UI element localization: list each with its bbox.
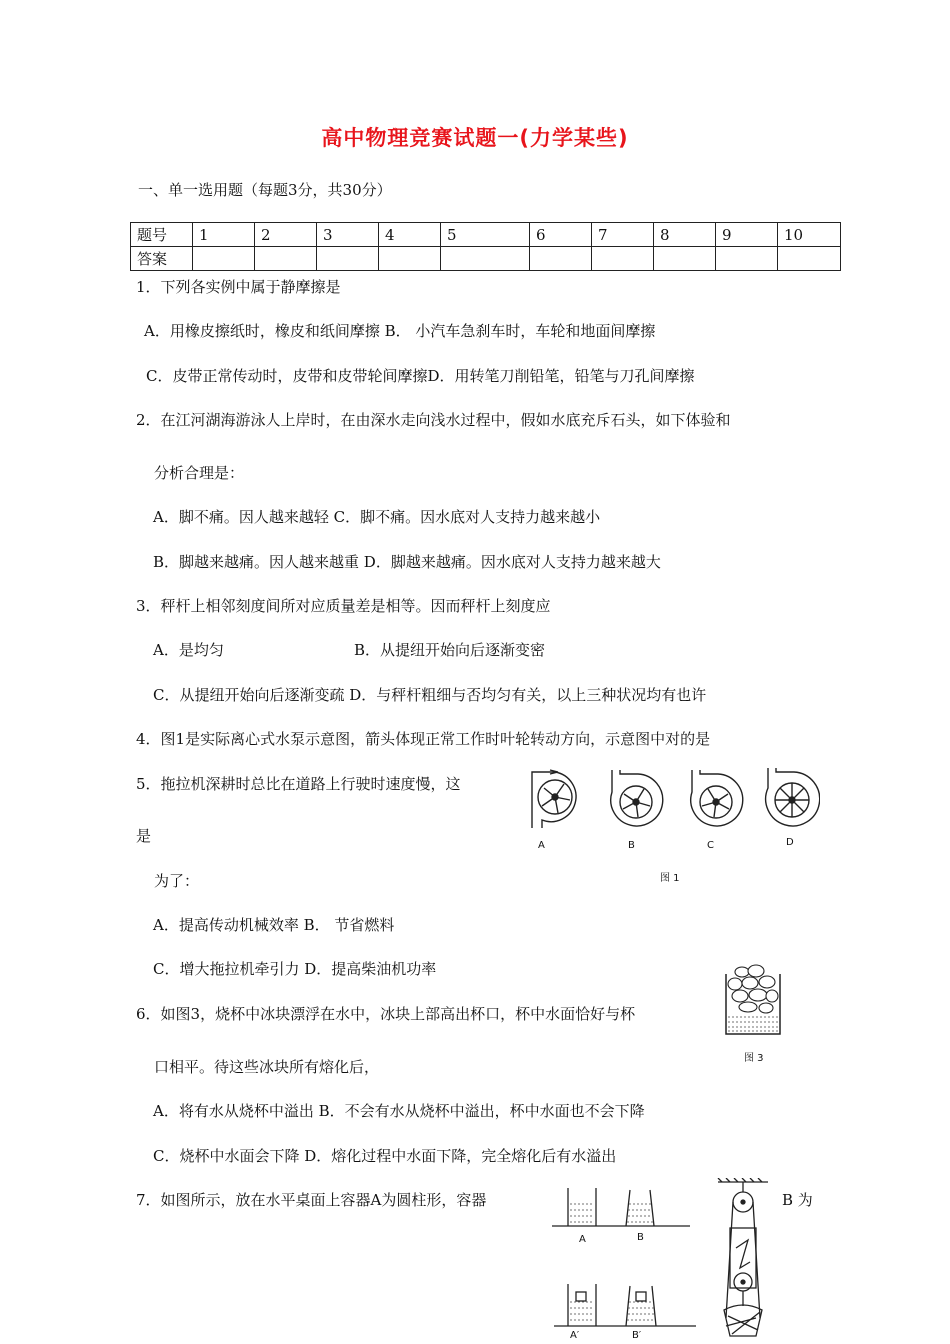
figure-q7-containers xyxy=(548,1180,694,1230)
question-5-options-ab: A．提高传动机械效率 B． 节省燃料 xyxy=(153,916,395,934)
question-3-option-b: B．从提纽开始向后逐渐变密 xyxy=(354,641,546,659)
figure-1-label-d: D xyxy=(786,837,794,848)
figure-1-pumps xyxy=(520,762,820,832)
answer-cell[interactable] xyxy=(716,247,778,271)
answer-cell[interactable] xyxy=(441,247,530,271)
table-cell: 9 xyxy=(716,223,778,247)
table-cell: 4 xyxy=(379,223,441,247)
question-6-stem: 6．如图3，烧杯中冰块漂浮在水中，冰块上部高出杯口，杯中水面恰好与杯 xyxy=(136,1005,636,1023)
table-header-cell: 题号 xyxy=(131,223,193,247)
question-5-stem-cont: 是 xyxy=(136,827,152,845)
pump-a xyxy=(532,770,576,828)
question-5-stem: 5．拖拉机深耕时总比在道路上行驶时速度慢，这 xyxy=(136,775,461,793)
answer-cell[interactable] xyxy=(379,247,441,271)
question-7-stem: 7．如图所示，放在水平桌面上容器A为圆柱形，容器 xyxy=(136,1191,487,1209)
answer-table xyxy=(130,222,841,271)
figure-q7-label-b: B xyxy=(637,1232,644,1243)
answer-cell[interactable] xyxy=(778,247,841,271)
question-3-stem: 3．秤杆上相邻刻度间所对应质量差是相等。因而秤杆上刻度应 xyxy=(136,597,551,615)
question-4-stem: 4．图1是实际离心式水泵示意图，箭头体现正常工作时叶轮转动方向，示意图中对的是 xyxy=(136,730,711,748)
table-header-cell: 答案 xyxy=(131,247,193,271)
table-cell: 7 xyxy=(592,223,654,247)
question-2-stem: 2．在江河湖海游泳人上岸时，在由深水走向浅水过程中，假如水底充斥石头，如下体验和 xyxy=(136,411,731,429)
question-6-options-ab: A．将有水从烧杯中溢出 B．不会有水从烧杯中溢出，杯中水面也不会下降 xyxy=(153,1102,645,1120)
pump-c xyxy=(691,770,743,826)
figure-pulley-system xyxy=(712,1178,774,1344)
figure-q7-label-a-prime: A′ xyxy=(570,1330,580,1341)
question-6-options-cd: C．烧杯中水面会下降 D．熔化过程中水面下降，完全熔化后有水溢出 xyxy=(153,1147,617,1165)
table-cell: 1 xyxy=(193,223,255,247)
figure-q7-label-a: A xyxy=(579,1234,586,1245)
answer-cell[interactable] xyxy=(654,247,716,271)
figure-1-label-a: A xyxy=(538,840,545,851)
figure-1-caption: 图 1 xyxy=(660,873,680,884)
page-title: 高中物理竞赛试题一(力学某些) xyxy=(321,126,629,150)
table-cell: 8 xyxy=(654,223,716,247)
answer-cell[interactable] xyxy=(193,247,255,271)
pump-d xyxy=(766,768,820,826)
answer-cell[interactable] xyxy=(592,247,654,271)
question-1-stem: 1．下列各实例中属于静摩擦是 xyxy=(136,278,341,296)
answer-cell[interactable] xyxy=(530,247,592,271)
question-1-options-cd: C．皮带正常传动时，皮带和皮带轮间摩擦D．用转笔刀削铅笔，铅笔与刀孔间摩擦 xyxy=(146,367,695,385)
question-2-stem-cont: 分析合理是： xyxy=(154,464,245,482)
question-5-options-cd: C．增大拖拉机牵引力 D．提高柴油机功率 xyxy=(153,960,437,978)
question-2-options-ac: A．脚不痛。因人越来越轻 C．脚不痛。因水底对人支持力越来越小 xyxy=(153,508,601,526)
table-row xyxy=(131,247,841,271)
question-5-stem-cont2: 为了： xyxy=(154,872,200,890)
figure-1-label-c: C xyxy=(707,840,714,851)
question-2-options-bd: B．脚越来越痛。因人越来越重 D．脚越来越痛。因水底对人支持力越来越大 xyxy=(153,553,661,571)
question-6-stem-cont: 口相平。待这些冰块所有熔化后， xyxy=(154,1058,380,1076)
question-1-options-ab: A．用橡皮擦纸时，橡皮和纸间摩擦 B． 小汽车急刹车时，车轮和地面间摩擦 xyxy=(144,322,656,340)
answer-cell[interactable] xyxy=(317,247,379,271)
figure-3-caption: 图 3 xyxy=(744,1053,764,1064)
answer-cell[interactable] xyxy=(255,247,317,271)
table-cell: 2 xyxy=(255,223,317,247)
figure-q7-containers-with-blocks xyxy=(550,1280,700,1330)
question-7-stem-tail: B 为 xyxy=(782,1191,813,1209)
figure-1-label-b: B xyxy=(628,840,635,851)
table-cell: 10 xyxy=(778,223,841,247)
section-heading: 一、单一选用题（每题3分，共30分） xyxy=(138,181,392,199)
table-cell: 5 xyxy=(441,223,530,247)
table-cell: 3 xyxy=(317,223,379,247)
question-3-option-a: A．是均匀 xyxy=(153,641,224,659)
figure-3-beaker-ice xyxy=(722,962,784,1042)
figure-q7-label-b-prime: B′ xyxy=(632,1330,642,1341)
table-row xyxy=(131,223,841,247)
pump-b xyxy=(611,770,663,826)
question-3-options-cd: C．从提纽开始向后逐渐变疏 D．与秤杆粗细与否均匀有关，以上三种状况均有也许 xyxy=(153,686,707,704)
table-cell: 6 xyxy=(530,223,592,247)
